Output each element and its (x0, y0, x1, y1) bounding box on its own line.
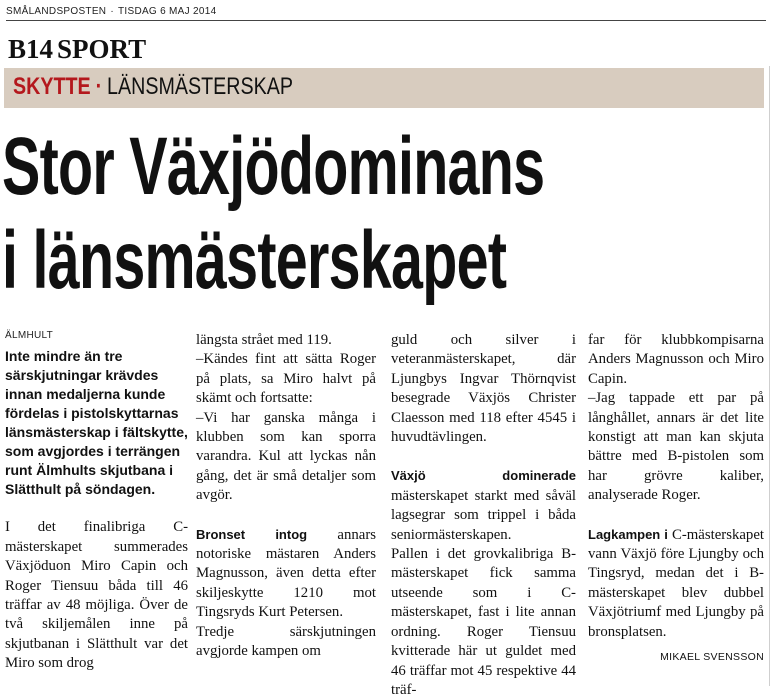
headline-line-1: Stor Växjödominans (2, 121, 545, 212)
article-paragraph: far för klubbkompisarna Anders Magnusson och Miro Capin. (588, 332, 764, 387)
article-paragraph: längsta strået med 119. (196, 332, 332, 348)
article-paragraph: Bronset intog annars notoriske mästaren Anders Magnusson, även detta efter skiljeskytte 1210 mot Tingsryds Kurt Petersen. (196, 526, 377, 621)
subhead: Växjö dominerade (391, 468, 576, 484)
article-paragraph: –Jag tappade ett par på långhållet, annars är det lite konstigt att man kan skjuta bättre med B-pistolen som har grövre kaliber, analyserade Roger. (588, 390, 764, 504)
article-column-4 (588, 331, 764, 668)
article-paragraph: Växjö dominerade mästerskapet starkt med såväl lagsegrar som trippel i båda seniormästerskapen. (391, 468, 576, 543)
article-paragraph: –Vi har ganska många i klubben som kan sporra varandra. Kul att lyckas nån gång, det är små detaljer som avgör. (196, 409, 376, 504)
byline: MIKAEL SVENSSON (660, 651, 764, 664)
section-label (8, 34, 146, 65)
article-paragraph: I det finalibriga C-mästerskapet summerades Växjöduon Miro Capin och Roger Tiensuu båda till 46 träffar av 48 möjliga. Över de två skiljemålen inne på skjutbanan i Slätthult var det Miro som drog (5, 519, 188, 672)
article-column-2 (196, 331, 376, 662)
kicker-bar (4, 68, 764, 108)
article-column-1 (5, 326, 188, 674)
kicker-dot: · (95, 73, 103, 100)
kicker-topic: SKYTTE (13, 73, 91, 100)
dateline: ÄLMHULT (5, 330, 54, 341)
article-column-3 (391, 331, 576, 700)
article-paragraph: Tredje särskjutningen avgjorde kampen om (196, 623, 376, 660)
kicker-subtopic: LÄNSMÄSTERSKAP (107, 73, 293, 100)
paper-name: SMÅLANDSPOSTEN (6, 6, 107, 17)
subhead: Bronset intog (196, 526, 308, 542)
article-paragraph: guld och silver i veteranmästerskapet, där Ljungbys Ingvar Thörnqvist besegrade Växjös Christer Claesson med 118 efter 4545 i huvudtävlingen. (391, 332, 576, 446)
article-paragraph: Pallen i det grovkalibriga B-mästerskapet fick samma utseende som i C-mästerskapet, fast i lite annan ordning. Roger Tiensuu kvitterade här ut guldet med 46 träffar mot 45 respektive 44 träf- (391, 546, 576, 698)
masthead (6, 6, 766, 21)
issue-date: TISDAG 6 MAJ 2014 (117, 6, 217, 17)
masthead-separator: · (110, 6, 114, 17)
article-paragraph: –Kändes fint att sätta Roger på plats, sa Miro halvt på skämt och fortsatte: (196, 351, 376, 407)
column-rule (769, 66, 770, 686)
article-lead: Inte mindre än tre särskjutningar krävdes innan medaljerna kunde fördelas i pistolskyttarnas länsmästerskap i fältskytte, som avgjordes i terrängen runt Älmhults skjutbana i Slätthult på söndagen. (5, 348, 188, 498)
subhead: Lagkampen i (588, 526, 668, 542)
headline-line-2: i länsmästerskapet (2, 215, 507, 306)
headline (2, 120, 772, 308)
article-paragraph: Lagkampen i C-mästerskapet vann Växjö före Ljungby och Tingsryd, medan det i B-mästerskapet blev dubbel Växjötriumf med Ljungby på bronsplatsen. (588, 526, 764, 640)
page-number: B14 (8, 34, 54, 64)
section-name: SPORT (57, 34, 147, 64)
